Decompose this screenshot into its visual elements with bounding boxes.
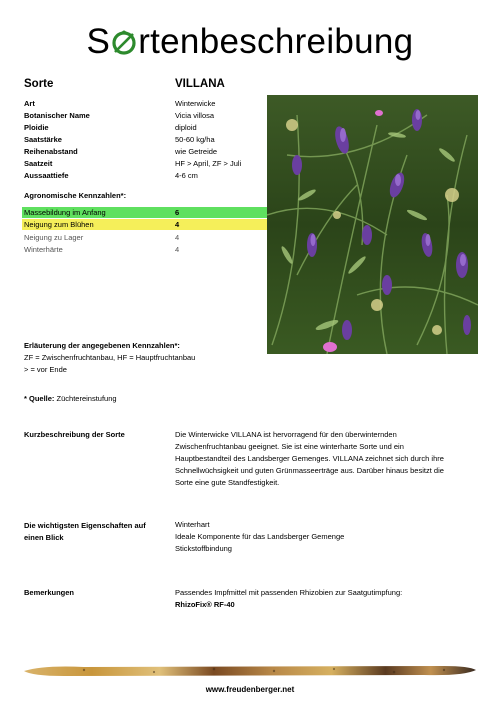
detail-value: HF > April, ZF > Juli (175, 159, 242, 168)
agronomic-value: 4 (175, 220, 180, 229)
logo-leaf-icon (111, 29, 137, 55)
website-link[interactable]: www.freudenberger.net (205, 685, 295, 694)
seed-banner (24, 664, 476, 677)
property-item: Winterhart (175, 520, 210, 529)
detail-value: Vicia villosa (175, 111, 215, 120)
description-line: Die Winterwicke VILLANA ist hervorragend für den überwinternden (175, 430, 397, 439)
remarks-text: Passendes Impfmittel mit passenden Rhizobien zur Saatgutimpfung: RhizoFix® RF-40 (175, 587, 480, 611)
detail-label: Saatstärke (24, 135, 62, 144)
remarks-label: Bemerkungen (24, 588, 75, 597)
agronomic-value: 6 (175, 208, 180, 217)
detail-value: Winterwicke (175, 99, 216, 108)
description-line: Sorte eine gute Standfestigkeit. (175, 478, 280, 487)
explanation-line: > = vor Ende (24, 365, 67, 374)
detail-label: Aussaattiefe (24, 171, 69, 180)
detail-value: 4-6 cm (175, 171, 198, 180)
detail-value: 50-60 kg/ha (175, 135, 215, 144)
description-line: Hauptbestandteil des Landsberger Gemenges. VILLANA zeichnet sich durch ihre (175, 454, 444, 463)
sorte-label: Sorte (24, 78, 54, 90)
detail-value: diploid (175, 123, 197, 132)
detail-label: Saatzeit (24, 159, 53, 168)
agronomic-label: Neigung zu Lager (24, 233, 84, 242)
page-title: S rtenbeschreibung (86, 22, 414, 61)
agronomic-value: 4 (175, 245, 180, 254)
description-text (175, 429, 480, 489)
product-name: RhizoFix® RF-40 (175, 600, 235, 609)
agronomic-heading: Agronomische Kennzahlen*: (24, 191, 127, 200)
description-label: Kurzbeschreibung der Sorte (24, 430, 125, 439)
plant-photo (267, 95, 478, 354)
detail-label: Reihenabstand (24, 147, 78, 156)
source-note (24, 394, 117, 403)
detail-value: wie Getreide (175, 147, 218, 156)
description-line: Zwischenfruchtanbau geeignet. Sie ist eine winterharte Sorte und ein (175, 442, 404, 451)
properties-list (175, 519, 480, 555)
agronomic-label: Massebildung im Anfang (24, 208, 106, 217)
source-label: * Quelle: (24, 394, 55, 403)
source-value: Züchtereinstufung (56, 394, 117, 403)
property-item: Stickstoffbindung (175, 544, 232, 553)
agronomic-label: Winterhärte (24, 245, 63, 254)
explanation-heading: Erläuterung der angegebenen Kennzahlen*: (24, 341, 180, 350)
properties-label: Die wichtigsten Eigenschaften auf einen Blick (24, 521, 146, 542)
property-item: Ideale Komponente für das Landsberger Gemenge (175, 532, 345, 541)
detail-label: Ploidie (24, 123, 49, 132)
explanation-line: ZF = Zwischenfruchtanbau, HF = Hauptfruchtanbau (24, 353, 196, 362)
sorte-value: VILLANA (175, 78, 225, 90)
agronomic-label: Neigung zum Blühen (24, 220, 94, 229)
detail-label: Art (24, 99, 35, 108)
agronomic-value: 4 (175, 233, 180, 242)
detail-label: Botanischer Name (24, 111, 90, 120)
description-line: Schnellwüchsigkeit und guten Grünmasseerträge aus. Darüber hinaus besitzt die (175, 466, 444, 475)
